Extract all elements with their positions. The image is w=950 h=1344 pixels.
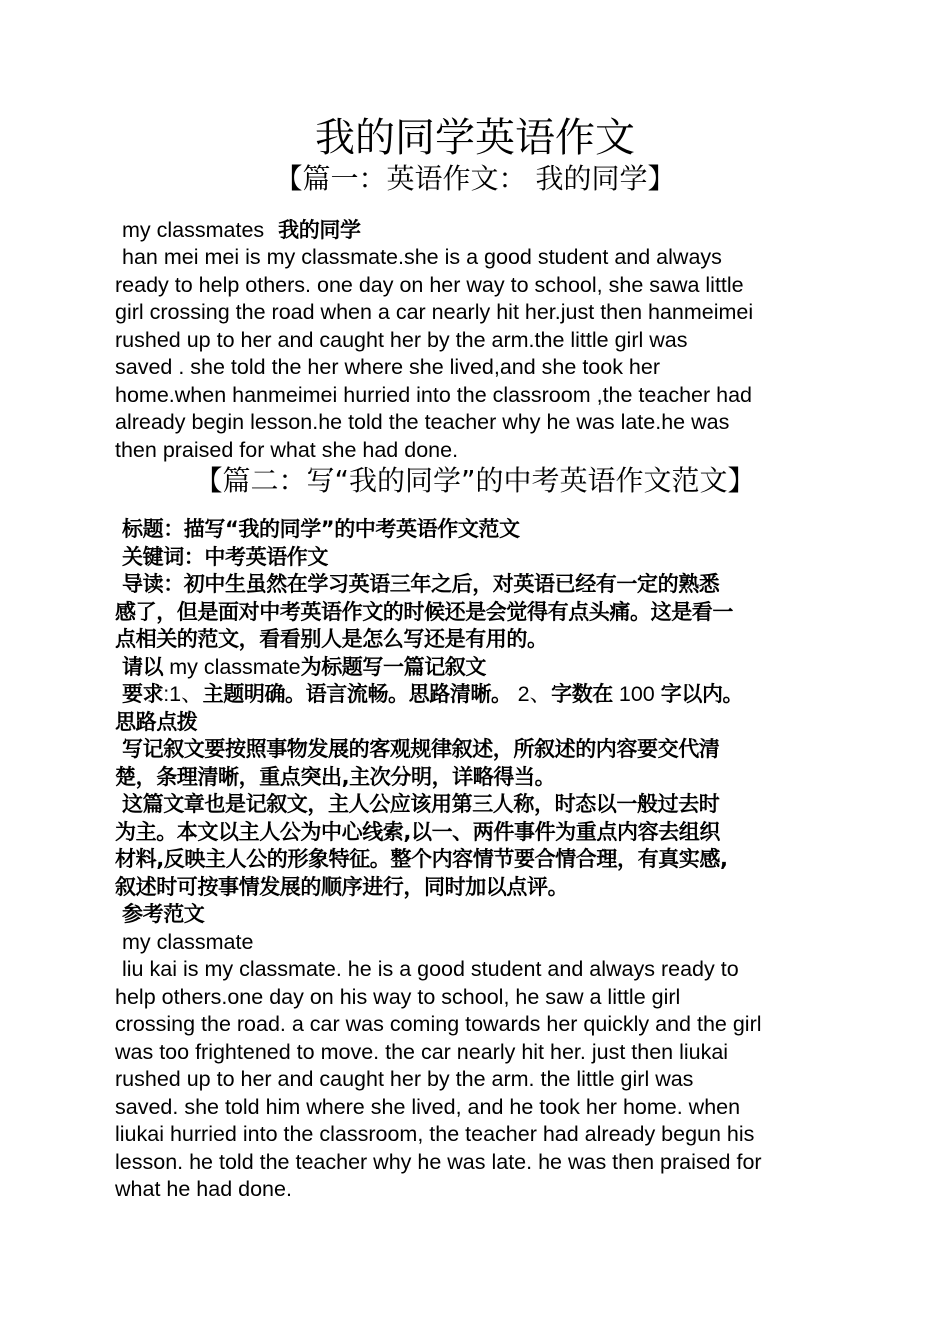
section1-label-en: my classmates bbox=[122, 218, 265, 242]
requirement-part: 字以内。 bbox=[660, 682, 744, 706]
guide-line: 材料,反映主人公的形象特征。整个内容情节要合情合理，有真实感, bbox=[115, 847, 728, 871]
essay-line: liu kai is my classmate. he is a good student and always ready to bbox=[122, 957, 739, 981]
section2-heading: 【篇二：写“我的同学”的中考英语作文范文】 bbox=[194, 464, 756, 497]
section1-line: girl crossing the road when a car nearly hit her.just then hanmeimei bbox=[115, 300, 754, 324]
essay-line: rushed up to her and caught her by the arm. the little girl was bbox=[115, 1067, 694, 1091]
guide-line: 思路点拨 bbox=[115, 710, 198, 734]
essay-title: my classmate bbox=[122, 930, 254, 954]
essay-line: saved. she told him where she lived, and he took her home. when bbox=[115, 1095, 741, 1119]
requirement-part: 字数在 bbox=[551, 682, 613, 706]
section1-heading: 【篇一：英语作文： 我的同学】 bbox=[274, 162, 676, 195]
requirement-part: :1、 bbox=[163, 682, 203, 706]
section1-line: home.when hanmeimei hurried into the classroom ,the teacher had bbox=[115, 383, 752, 407]
section1-line: ready to help others. one day on her way to school, she sawa little bbox=[115, 273, 744, 297]
section1-line: then praised for what she had done. bbox=[115, 438, 459, 462]
intro-line: 标题：描写“我的同学”的中考英语作文范文 bbox=[122, 517, 520, 541]
section1-line: han mei mei is my classmate.she is a good student and always bbox=[122, 245, 722, 269]
prompt-part: 请以 bbox=[122, 655, 164, 679]
guide-line: 楚，条理清晰，重点突出,主次分明，详略得当。 bbox=[115, 765, 556, 789]
document-title: 我的同学英语作文 bbox=[315, 115, 635, 161]
prompt-part: my classmate bbox=[169, 655, 301, 679]
requirement-line bbox=[115, 681, 852, 709]
essay-line: what he had done. bbox=[115, 1177, 292, 1201]
requirement-part: 2、 bbox=[517, 682, 552, 706]
requirement-part: 主题明确。语言流畅。思路清晰。 bbox=[202, 682, 512, 706]
essay-line: help others.one day on his way to school, he saw a little girl bbox=[115, 985, 681, 1009]
essay-line: liukai hurried into the classroom, the teacher had already begun his bbox=[115, 1122, 755, 1146]
essay-line: lesson. he told the teacher why he was late. he was then praised for bbox=[115, 1150, 762, 1174]
guide-line: 这篇文章也是记叙文，主人公应该用第三人称，时态以一般过去时 bbox=[122, 792, 720, 816]
intro-line: 感了，但是面对中考英语作文的时候还是会觉得有点头痛。这是看一 bbox=[115, 600, 733, 624]
guide-line: 写记叙文要按照事物发展的客观规律叙述，所叙述的内容要交代清 bbox=[122, 737, 720, 761]
intro-line: 关键词：中考英语作文 bbox=[122, 545, 328, 569]
essay-line: crossing the road. a car was coming towards her quickly and the girl bbox=[115, 1012, 762, 1036]
guide-line: 叙述时可按事情发展的顺序进行，同时加以点评。 bbox=[115, 875, 569, 899]
requirement-part: 100 bbox=[618, 682, 655, 706]
section1-line: rushed up to her and caught her by the arm.the little girl was bbox=[115, 328, 688, 352]
intro-line: 点相关的范文，看看别人是怎么写还是有用的。 bbox=[115, 627, 548, 651]
requirement-part: 要求 bbox=[122, 682, 164, 706]
guide-line: 为主。本文以主人公为中心线索,以一、两件事件为重点内容去组织 bbox=[115, 820, 720, 844]
guide-line: 参考范文 bbox=[122, 902, 205, 926]
section1-line: saved . she told the her where she lived,and she took her bbox=[115, 355, 661, 379]
section1-label-cn: 我的同学 bbox=[278, 218, 361, 242]
intro-line: 导读：初中生虽然在学习英语三年之后，对英语已经有一定的熟悉 bbox=[122, 572, 720, 596]
prompt-line bbox=[115, 654, 852, 682]
section1-label bbox=[115, 217, 845, 245]
prompt-part: 为标题写一篇记叙文 bbox=[300, 655, 487, 679]
section1-line: already begin lesson.he told the teacher why he was late.he was bbox=[115, 410, 730, 434]
essay-line: was too frightened to move. the car nearly hit her. just then liukai bbox=[115, 1040, 729, 1064]
